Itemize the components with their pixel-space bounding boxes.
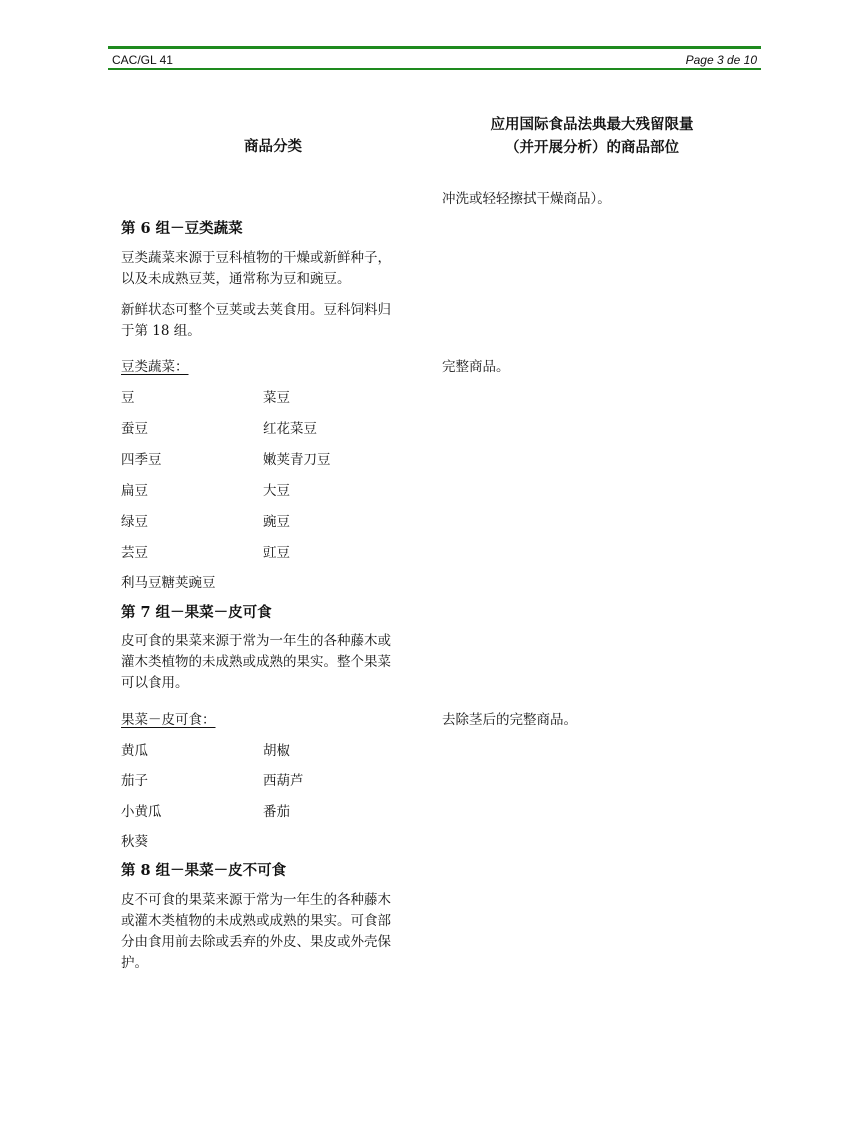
portion-heading-line1: 应用国际食品法典最大残留限量 xyxy=(490,116,694,133)
group7-portion: 去除茎后的完整商品。 xyxy=(442,712,577,728)
list-item: 小黄瓜 xyxy=(121,804,162,820)
page-header xyxy=(108,46,761,70)
group6-desc1-line1: 豆类蔬菜来源于豆科植物的干燥或新鲜种子， xyxy=(121,250,391,266)
list-item: 芸豆 xyxy=(121,545,148,561)
list-item: 西葫芦 xyxy=(263,773,304,789)
list-item: 豆 xyxy=(121,390,135,406)
list-item: 豌豆 xyxy=(263,514,290,530)
list-item: 扁豆 xyxy=(121,483,148,499)
list-item: 红花菜豆 xyxy=(263,421,317,437)
group8-desc-line4: 护。 xyxy=(121,955,148,971)
list-item: 利马豆糖荚豌豆 xyxy=(121,575,216,591)
group6-description-1 xyxy=(121,248,433,290)
list-item: 黄瓜 xyxy=(121,743,148,759)
group6-title: 第 6 组－豆类蔬菜 xyxy=(121,220,243,237)
group6-desc2-line1: 新鲜状态可整个豆荚或去荚食用。豆科饲料归 xyxy=(121,302,391,318)
list-item: 豇豆 xyxy=(263,545,290,561)
group6-description-2 xyxy=(121,300,433,342)
document-code: CAC/GL 41 xyxy=(112,53,173,67)
list-item: 蚕豆 xyxy=(121,421,148,437)
group8-desc-line1: 皮不可食的果菜来源于常为一年生的各种藤木 xyxy=(121,892,391,908)
group7-description xyxy=(121,631,433,694)
group8-desc-line2: 或灌木类植物的未成熟或成熟的果实。可食部 xyxy=(121,913,391,929)
page-number: Page 3 de 10 xyxy=(685,53,757,67)
list-item: 茄子 xyxy=(121,773,148,789)
group7-desc-line3: 可以食用。 xyxy=(121,675,189,691)
portion-heading-line2: （并开展分析）的商品部位 xyxy=(505,139,679,156)
group6-desc1-line2: 以及未成熟豆荚，通常称为豆和豌豆。 xyxy=(121,271,351,287)
list-item: 绿豆 xyxy=(121,514,148,530)
group7-desc-line2: 灌木类植物的未成熟或成熟的果实。整个果菜 xyxy=(121,654,391,670)
group7-subheading: 果菜－皮可食： xyxy=(121,712,216,728)
commodity-column-heading: 商品分类 xyxy=(244,138,302,155)
group8-description xyxy=(121,890,433,974)
list-item: 嫩荚青刀豆 xyxy=(263,452,331,468)
list-item: 大豆 xyxy=(263,483,290,499)
list-item: 番茄 xyxy=(263,804,290,820)
list-item: 四季豆 xyxy=(121,452,162,468)
list-item: 秋葵 xyxy=(121,834,148,850)
group6-subheading: 豆类蔬菜： xyxy=(121,359,189,375)
list-item: 菜豆 xyxy=(263,390,290,406)
group6-portion: 完整商品。 xyxy=(442,359,510,375)
list-item: 胡椒 xyxy=(263,743,290,759)
group6-desc2-line2: 于第 18 组。 xyxy=(121,323,201,339)
continued-portion-text: 冲洗或轻轻擦拭干燥商品）。 xyxy=(442,191,611,207)
group7-title: 第 7 组－果菜－皮可食 xyxy=(121,604,272,621)
group8-desc-line3: 分由食用前去除或丢弃的外皮、果皮或外壳保 xyxy=(121,934,391,950)
portion-column-heading xyxy=(442,113,742,159)
group8-title: 第 8 组－果菜－皮不可食 xyxy=(121,862,287,879)
group7-desc-line1: 皮可食的果菜来源于常为一年生的各种藤木或 xyxy=(121,633,391,649)
